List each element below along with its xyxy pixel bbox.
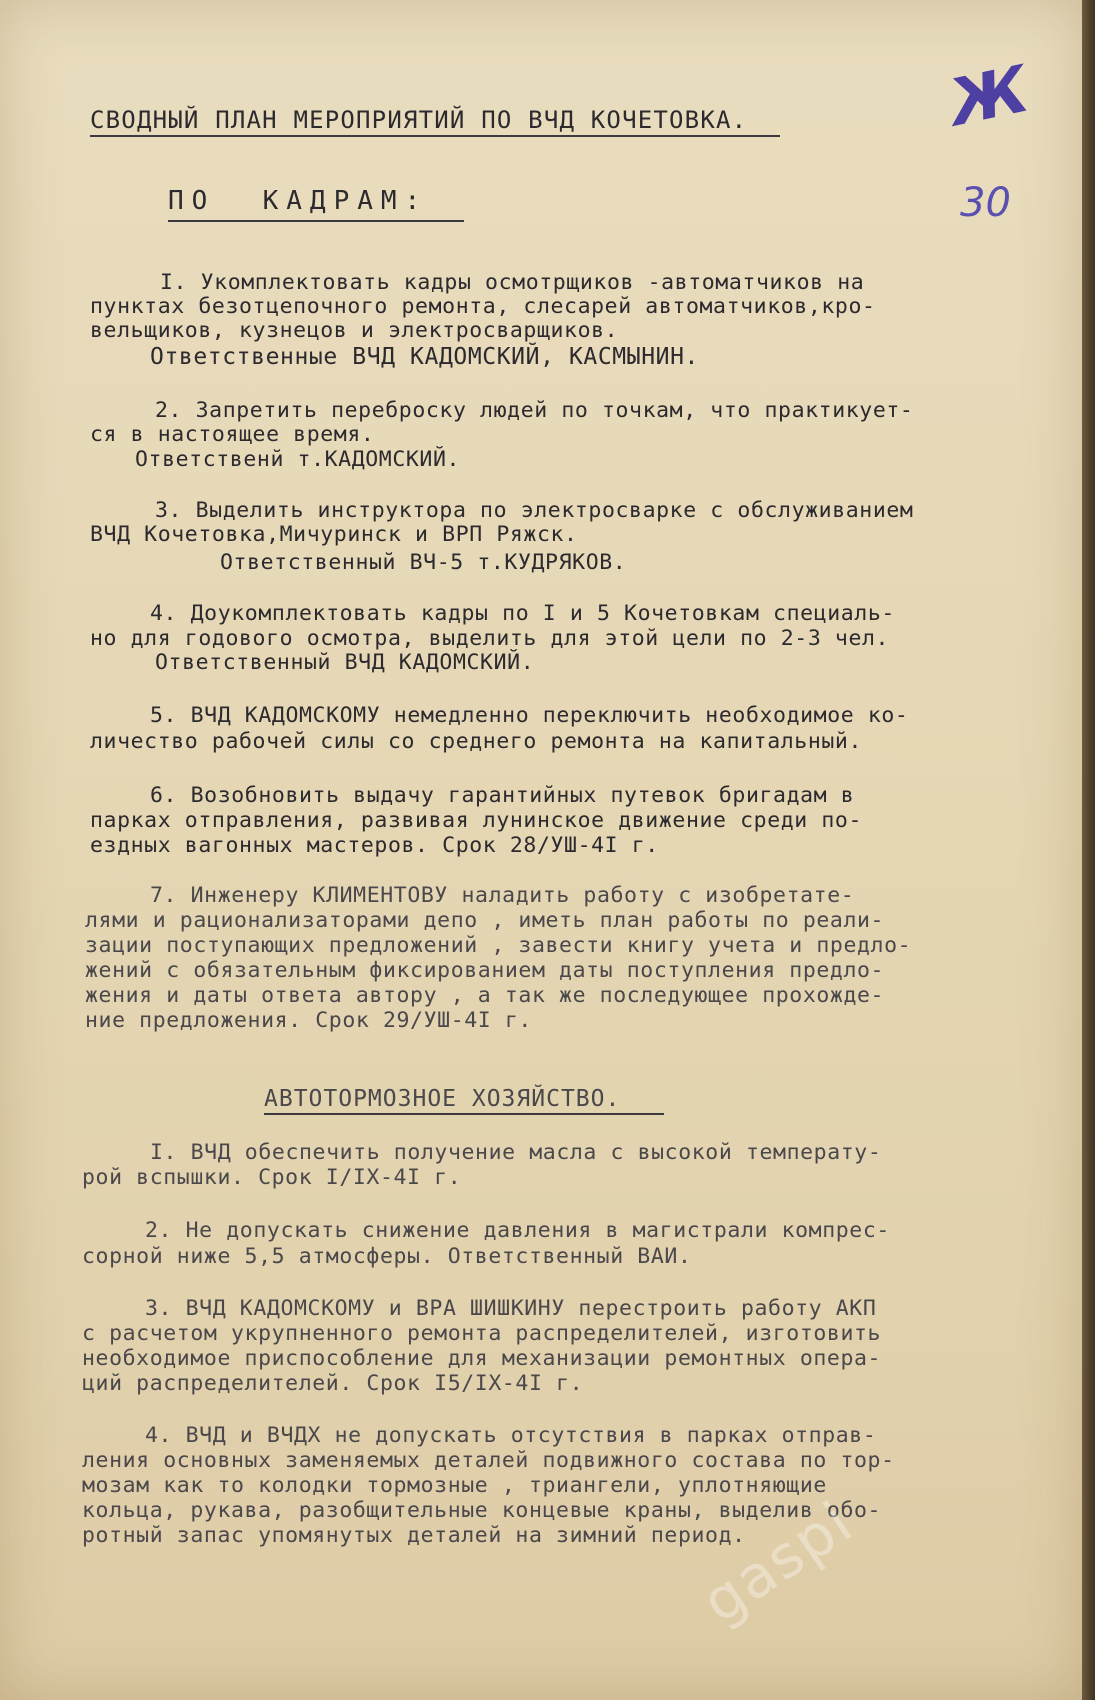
staff-item-7-line-1: 7. Инженеру КЛИМЕНТОВУ наладить работу с изобретате- bbox=[150, 883, 855, 908]
staff-item-7-line-6: ние предложения. Срок 29/УШ-4I г. bbox=[85, 1008, 532, 1033]
staff-item-4-line-3: Ответственный ВЧД КАДОМСКИЙ. bbox=[155, 650, 535, 675]
staff-item-6-line-1: 6. Возобновить выдачу гарантийных путевок бригадам в bbox=[150, 783, 855, 808]
staff-item-1-line-1: I. Укомплектовать кадры осмотрщиков -автоматчиков на bbox=[160, 270, 865, 295]
brakes-item-2-line-2: сорной ниже 5,5 атмосферы. Ответственный ВАИ. bbox=[82, 1244, 692, 1269]
staff-item-2-line-2: ся в настоящее время. bbox=[90, 422, 375, 447]
brakes-item-4-line-3: мозам как то колодки тормозные , триангели, уплотняющие bbox=[82, 1473, 827, 1498]
brakes-item-2-line-1: 2. Не допускать снижение давления в магистрали компрес- bbox=[145, 1218, 890, 1243]
document-title: СВОДНЫЙ ПЛАН МЕРОПРИЯТИЙ ПО ВЧД КОЧЕТОВКА. bbox=[90, 106, 748, 134]
brakes-item-1-line-1: I. ВЧД обеспечить получение масла с высокой температу- bbox=[150, 1140, 882, 1165]
scanner-edge bbox=[1082, 0, 1095, 1700]
staff-item-5-line-2: личество рабочей силы со среднего ремонта на капитальный. bbox=[90, 729, 863, 754]
staff-item-5-line-1: 5. ВЧД КАДОМСКОМУ немедленно переключить необходимое ко- bbox=[150, 703, 909, 728]
staff-item-1-line-3: вельщиков, кузнецов и электросварщиков. bbox=[90, 318, 619, 343]
staff-item-7-line-3: зации поступающих предложений , завести книгу учета и предло- bbox=[85, 933, 912, 958]
brakes-item-4-line-4: кольца, рукава, разобщительные концевые краны, выделив обо- bbox=[82, 1498, 882, 1523]
brakes-item-1-line-2: рой вспышки. Срок I/IX-4I г. bbox=[82, 1165, 462, 1190]
staff-item-3-line-2: ВЧД Кочетовка,Мичуринск и ВРП Ряжск. bbox=[90, 522, 578, 547]
staff-item-6-line-2: парках отправления, развивая лунинское движение среди по- bbox=[90, 808, 863, 833]
brakes-item-4-line-1: 4. ВЧД и ВЧДХ не допускать отсутствия в парках отправ- bbox=[145, 1423, 877, 1448]
brakes-item-4-line-2: ления основных заменяемых деталей подвижного состава по тор- bbox=[82, 1448, 895, 1473]
watermark: gaspi bbox=[690, 1487, 866, 1637]
staff-item-7-line-4: жений с обязательным фиксированием даты поступления предло- bbox=[85, 958, 885, 983]
staff-item-3-line-3: Ответственный ВЧ-5 т.КУДРЯКОВ. bbox=[220, 550, 627, 575]
brakes-item-3-line-4: ций распределителей. Срок I5/IX-4I г. bbox=[82, 1371, 584, 1396]
staff-item-4-line-2: но для годового осмотра, выделить для этой цели по 2-3 чел. bbox=[90, 626, 890, 651]
page-number: 30 bbox=[960, 180, 1011, 226]
staff-item-6-line-3: ездных вагонных мастеров. Срок 28/УШ-4I г. bbox=[90, 833, 659, 858]
section-underline-brakes bbox=[264, 1113, 664, 1115]
staff-item-3-line-1: 3. Выделить инструктора по электросварке с обслуживанием bbox=[155, 498, 914, 523]
section-underline-staff bbox=[168, 220, 464, 222]
brakes-item-3-line-3: необходимое приспособление для механизации ремонтных опера- bbox=[82, 1346, 882, 1371]
staff-item-1-line-2: пунктах безотцепочного ремонта, слесарей автоматчиков,кро- bbox=[90, 294, 876, 319]
staff-item-7-line-5: жения и даты ответа автору , а так же последующее прохожде- bbox=[85, 983, 885, 1008]
section-heading-staff: ПО КАДРАМ: bbox=[168, 186, 429, 216]
staff-item-7-line-2: лями и рационализаторами депо , иметь план работы по реали- bbox=[85, 908, 885, 933]
title-underline bbox=[90, 135, 780, 137]
handwritten-mark: Ж bbox=[943, 52, 1036, 142]
staff-item-2-line-3: Ответственй т.КАДОМСКИЙ. bbox=[135, 447, 461, 472]
section-heading-brakes: АВТОТОРМОЗНОЕ ХОЗЯЙСТВО. bbox=[264, 1086, 621, 1112]
staff-item-4-line-1: 4. Доукомплектовать кадры по I и 5 Кочетовкам специаль- bbox=[150, 601, 895, 626]
brakes-item-4-line-5: ротный запас упомянутых деталей на зимний период. bbox=[82, 1523, 746, 1548]
staff-item-1-line-4: Ответственные ВЧД КАДОМСКИЙ, КАСМЫНИН. bbox=[150, 344, 699, 370]
brakes-item-3-line-1: 3. ВЧД КАДОМСКОМУ и ВРА ШИШКИНУ перестроить работу АКП bbox=[145, 1296, 877, 1321]
brakes-item-3-line-2: с расчетом укрупненного ремонта распределителей, изготовить bbox=[82, 1321, 882, 1346]
staff-item-2-line-1: 2. Запретить переброску людей по точкам, что практикует- bbox=[155, 398, 914, 423]
